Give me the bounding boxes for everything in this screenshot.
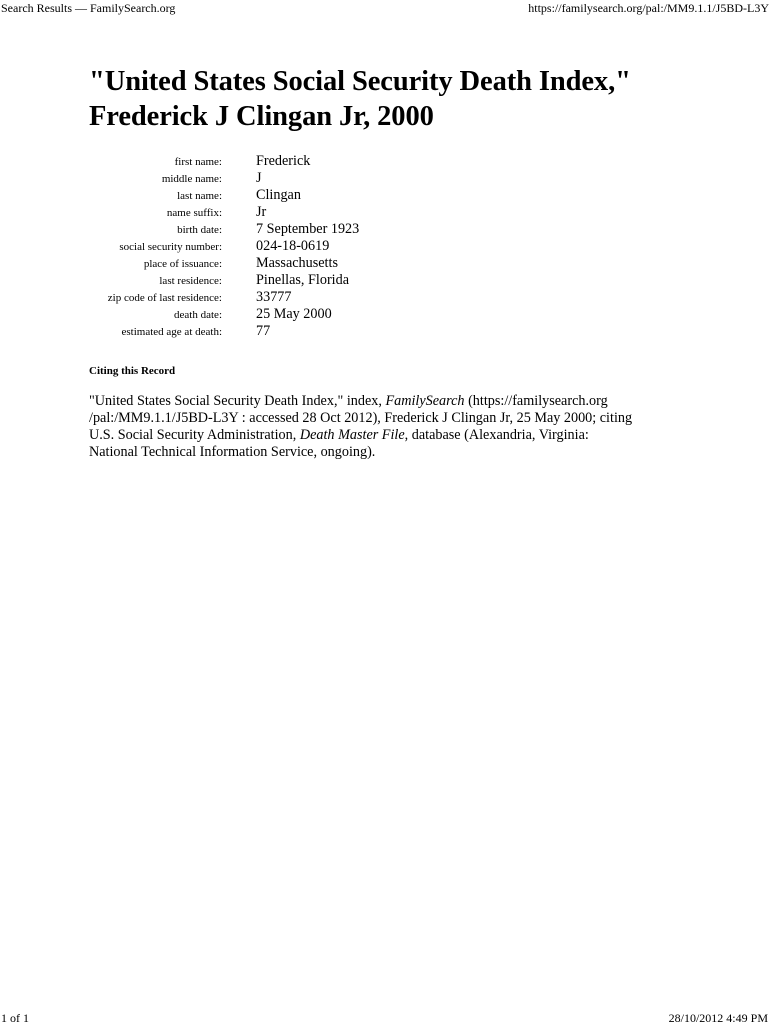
citation-line bbox=[89, 427, 689, 444]
field-label: name suffix: bbox=[166, 207, 222, 219]
field-label: last name: bbox=[177, 190, 222, 202]
citing-heading: Citing this Record bbox=[89, 365, 176, 377]
field-row-name-suffix bbox=[89, 204, 359, 221]
field-label: last residence: bbox=[159, 275, 222, 287]
citation-text-part: "United States Social Security Death Index," index, bbox=[89, 393, 386, 409]
citation-source-title: FamilySearch bbox=[385, 393, 465, 409]
citation-text bbox=[89, 393, 689, 461]
field-value: 33777 bbox=[256, 289, 292, 305]
field-value: Clingan bbox=[256, 187, 301, 203]
field-row-birth-date bbox=[89, 221, 359, 238]
citation-line bbox=[89, 393, 689, 410]
field-label: birth date: bbox=[177, 224, 222, 236]
field-row-ssn bbox=[89, 238, 359, 255]
field-row-death-date bbox=[89, 306, 359, 323]
field-label: social security number: bbox=[119, 241, 222, 253]
field-value: Jr bbox=[256, 204, 267, 220]
field-label: first name: bbox=[174, 156, 222, 168]
citation-text-part: (https://familysearch.org bbox=[464, 393, 608, 409]
citation-text-part: U.S. Social Security Administration, bbox=[89, 427, 300, 443]
page-footer-page-count: 1 of 1 bbox=[1, 1011, 29, 1025]
field-value: Pinellas, Florida bbox=[256, 272, 350, 288]
field-row-place-of-issuance bbox=[89, 255, 359, 272]
field-row-last-name bbox=[89, 187, 359, 204]
page-header-url: https://familysearch.org/pal:/MM9.1.1/J5BD-L3Y bbox=[528, 1, 769, 15]
citation-text-part: , database (Alexandria, Virginia: bbox=[404, 427, 589, 443]
citation-database-title: Death Master File bbox=[299, 427, 405, 443]
field-label: estimated age at death: bbox=[121, 326, 222, 338]
record-fields-table bbox=[89, 153, 359, 340]
field-label: place of issuance: bbox=[143, 258, 222, 270]
field-label: zip code of last residence: bbox=[107, 292, 222, 304]
field-label: death date: bbox=[174, 309, 222, 321]
field-value: 7 September 1923 bbox=[256, 221, 360, 237]
field-value: Massachusetts bbox=[256, 255, 338, 271]
record-title bbox=[89, 64, 709, 134]
page-header-title: Search Results — FamilySearch.org bbox=[1, 1, 176, 15]
field-row-zip-code bbox=[89, 289, 359, 306]
field-value: 77 bbox=[256, 323, 271, 339]
field-row-estimated-age bbox=[89, 323, 359, 340]
field-row-last-residence bbox=[89, 272, 359, 289]
citation-line: National Technical Information Service, ongoing). bbox=[89, 444, 376, 460]
field-row-middle-name bbox=[89, 170, 359, 187]
field-value: 25 May 2000 bbox=[256, 306, 332, 322]
citation-line: /pal:/MM9.1.1/J5BD-L3Y : accessed 28 Oct 2012), Frederick J Clingan Jr, 25 May 2000; citing bbox=[89, 410, 633, 426]
page-footer-timestamp: 28/10/2012 4:49 PM bbox=[668, 1011, 768, 1025]
field-value: 024-18-0619 bbox=[256, 238, 330, 254]
record-title-line1: "United States Social Security Death Index," bbox=[89, 66, 631, 97]
field-label: middle name: bbox=[161, 173, 222, 185]
field-value: Frederick bbox=[256, 153, 311, 169]
field-value: J bbox=[256, 170, 262, 186]
field-row-first-name bbox=[89, 153, 359, 170]
record-content bbox=[89, 64, 709, 461]
record-title-line2: Frederick J Clingan Jr, 2000 bbox=[89, 101, 434, 132]
